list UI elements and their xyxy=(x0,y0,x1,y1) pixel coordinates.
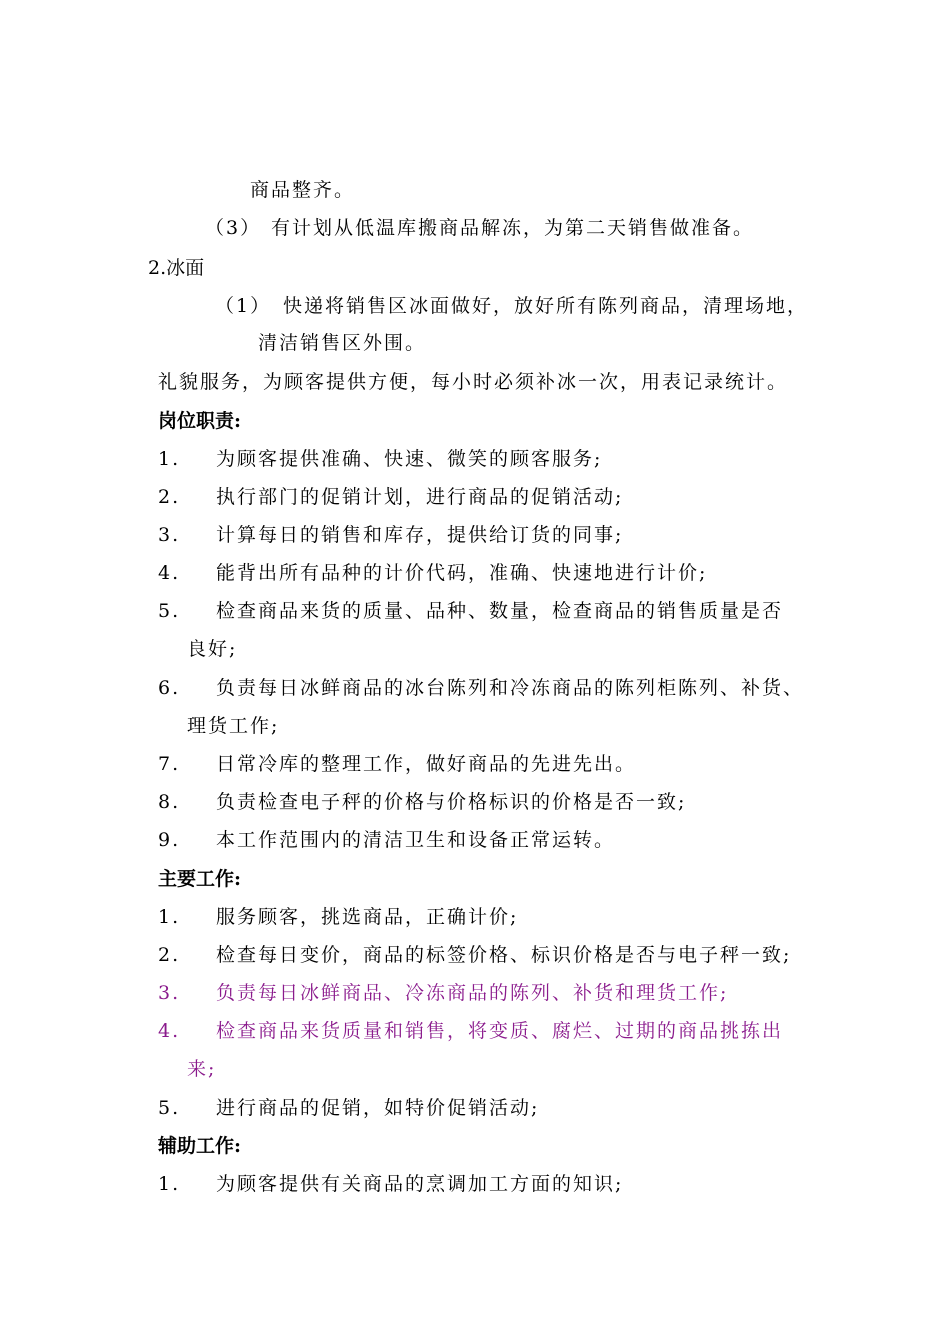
item-number: 7. xyxy=(158,753,181,775)
item-text: 快递将销售区冰面做好，放好所有陈列商品，清理场地， xyxy=(283,295,809,317)
item-number: 2. xyxy=(158,944,181,966)
list-item xyxy=(158,1172,623,1196)
item-number: 4. xyxy=(158,1020,181,1042)
item-number: 1. xyxy=(158,448,181,470)
item-text: 执行部门的促销计划，进行商品的促销活动; xyxy=(216,486,624,508)
main-work-heading: 主要工作: xyxy=(158,868,242,890)
list-item xyxy=(158,752,636,776)
text-line: 商品整齐。 xyxy=(250,179,356,201)
list-item xyxy=(158,561,707,585)
list-item xyxy=(158,905,518,929)
item-continuation: 理货工作; xyxy=(187,715,280,737)
item-number: 5. xyxy=(158,600,181,622)
item-text: 为顾客提供准确、快速、微笑的顾客服务; xyxy=(216,448,603,470)
list-item xyxy=(158,790,686,814)
item-number: （3） xyxy=(205,217,262,239)
list-item xyxy=(158,828,615,852)
item-text: 负责每日冰鲜商品的冰台陈列和冷冻商品的陈列柜陈列、补货、 xyxy=(216,677,805,699)
item-number: 6. xyxy=(158,677,181,699)
item-number: 4. xyxy=(158,562,181,584)
item-continuation: 清洁销售区外围。 xyxy=(258,332,427,354)
section-title: 2.冰面 xyxy=(148,257,205,279)
item-text: 进行商品的促销，如特价促销活动; xyxy=(216,1097,540,1119)
item-number: 3. xyxy=(158,524,181,546)
item-number: 5. xyxy=(158,1097,181,1119)
duties-heading: 岗位职责: xyxy=(158,410,242,432)
item-number: （1） xyxy=(215,295,272,317)
list-item xyxy=(158,523,623,547)
item-number: 9. xyxy=(158,829,181,851)
list-item-highlighted xyxy=(158,1019,783,1043)
item-number: 1. xyxy=(158,906,181,928)
item-number: 3. xyxy=(158,982,181,1004)
item-text: 有计划从低温库搬商品解冻，为第二天销售做准备。 xyxy=(271,217,755,239)
list-item xyxy=(158,599,783,623)
list-item xyxy=(158,447,602,471)
aux-work-heading: 辅助工作: xyxy=(158,1135,242,1157)
list-item-highlighted xyxy=(158,981,728,1005)
item-continuation: 良好; xyxy=(187,638,238,660)
list-item xyxy=(158,485,623,509)
item-number: 1. xyxy=(158,1173,181,1195)
item-text: 计算每日的销售和库存，提供给订货的同事; xyxy=(216,524,624,546)
item-text: 为顾客提供有关商品的烹调加工方面的知识; xyxy=(216,1173,624,1195)
list-item xyxy=(158,1096,539,1120)
text-line: 礼貌服务，为顾客提供方便，每小时必须补冰一次，用表记录统计。 xyxy=(158,371,789,393)
item-continuation: 来; xyxy=(187,1058,217,1080)
item-text: 服务顾客，挑选商品，正确计价; xyxy=(216,906,519,928)
item-text: 检查每日变价，商品的标签价格、标识价格是否与电子秤一致; xyxy=(216,944,792,966)
item-text: 检查商品来货的质量、品种、数量，检查商品的销售质量是否 xyxy=(216,600,784,622)
list-item xyxy=(205,216,754,240)
list-item xyxy=(158,676,804,700)
item-text: 负责每日冰鲜商品、冷冻商品的陈列、补货和理货工作; xyxy=(216,982,729,1004)
item-text: 负责检查电子秤的价格与价格标识的价格是否一致; xyxy=(216,791,687,813)
item-text: 能背出所有品种的计价代码，准确、快速地进行计价; xyxy=(216,562,708,584)
list-item xyxy=(215,294,808,318)
list-item xyxy=(158,943,791,967)
item-number: 2. xyxy=(158,486,181,508)
item-text: 检查商品来货质量和销售，将变质、腐烂、过期的商品挑拣出 xyxy=(216,1020,784,1042)
item-text: 日常冷库的整理工作，做好商品的先进先出。 xyxy=(216,753,637,775)
item-number: 8. xyxy=(158,791,181,813)
item-text: 本工作范围内的清洁卫生和设备正常运转。 xyxy=(216,829,616,851)
